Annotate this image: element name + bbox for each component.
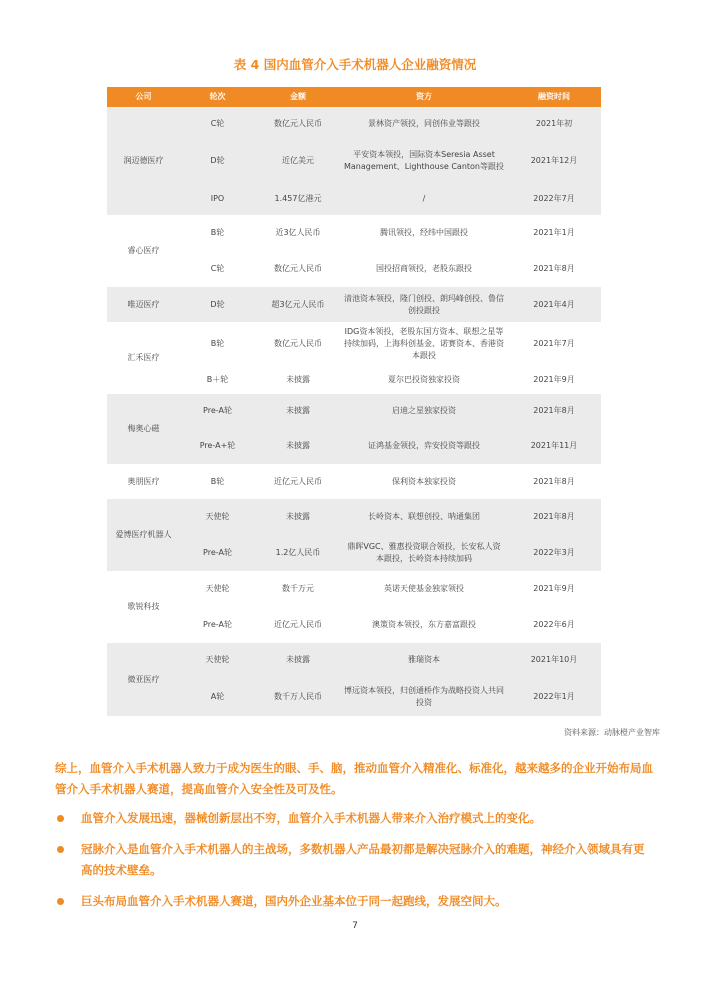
table-row (107, 107, 601, 140)
investor-cell: 夏尔巴投资独家投资 (341, 365, 507, 394)
company-cell: 歌锐科技 (107, 571, 180, 643)
investor-cell: 保利资本独家投资 (341, 464, 507, 499)
amount-cell: 未披露 (255, 394, 341, 428)
table-row (107, 464, 601, 499)
amount-cell: 未披露 (255, 365, 341, 394)
table-row (107, 394, 601, 428)
table-row (107, 607, 601, 643)
investor-cell: 博远资本领投，归创通桥作为战略投资人共同投资 (341, 677, 507, 716)
date-cell: 2021年初 (507, 107, 601, 140)
header-investor: 资方 (341, 87, 507, 107)
key-points-list (55, 808, 655, 922)
date-cell: 2022年3月 (507, 535, 601, 571)
company-cell: 爱博医疗机器人 (107, 499, 180, 571)
bullet-text: 冠脉介入是血管介入手术机器人的主战场，多数机器人产品最初都是解决冠脉介入的难题，神经介入领域具有更高的技术壁垒。 (81, 842, 645, 877)
investor-cell: 长岭资本、联想创投、呐通集团 (341, 499, 507, 535)
round-cell: 天使轮 (180, 643, 255, 677)
table-row (107, 287, 601, 322)
date-cell: 2022年7月 (507, 182, 601, 215)
company-cell: 润迈德医疗 (107, 107, 180, 215)
table-row (107, 215, 601, 251)
table-title: 表 4 国内血管介入手术机器人企业融资情况 (233, 57, 477, 72)
investor-cell: 清池资本领投，隆门创投、朗玛峰创投、鲁信创投跟投 (341, 287, 507, 322)
table-row (107, 251, 601, 287)
source-note: 资料来源：动脉橙产业智库 (564, 728, 660, 737)
bullet-dot-icon (57, 846, 64, 853)
amount-cell: 近3亿人民币 (255, 215, 341, 251)
investor-cell: 腾讯领投，经纬中国跟投 (341, 215, 507, 251)
table-row (107, 322, 601, 365)
round-cell: Pre-A轮 (180, 607, 255, 643)
table-header-row (107, 87, 601, 107)
table-row (107, 499, 601, 535)
date-cell: 2021年8月 (507, 464, 601, 499)
table-row (107, 571, 601, 607)
date-cell: 2021年8月 (507, 394, 601, 428)
bullet-item (55, 891, 655, 912)
round-cell: Pre-A轮 (180, 535, 255, 571)
bullet-dot-icon (57, 898, 64, 905)
bullet-text: 巨头布局血管介入手术机器人赛道，国内外企业基本位于同一起跑线，发展空间大。 (81, 894, 507, 908)
table-row (107, 365, 601, 394)
date-cell: 2021年12月 (507, 140, 601, 182)
header-amount: 金额 (255, 87, 341, 107)
date-cell: 2021年1月 (507, 215, 601, 251)
amount-cell: 1.2亿人民币 (255, 535, 341, 571)
amount-cell: 超3亿元人民币 (255, 287, 341, 322)
amount-cell: 数千万人民币 (255, 677, 341, 716)
company-cell: 梅奥心磁 (107, 394, 180, 464)
date-cell: 2022年1月 (507, 677, 601, 716)
amount-cell: 未披露 (255, 643, 341, 677)
header-round: 轮次 (180, 87, 255, 107)
date-cell: 2021年8月 (507, 251, 601, 287)
amount-cell: 未披露 (255, 428, 341, 464)
date-cell: 2021年4月 (507, 287, 601, 322)
investor-cell: / (341, 182, 507, 215)
investor-cell: 平安资本领投，国际资本Seresia Asset Management、Lighthouse Canton等跟投 (341, 140, 507, 182)
date-cell: 2021年9月 (507, 365, 601, 394)
date-cell: 2021年11月 (507, 428, 601, 464)
investor-cell: 景林资产领投，同创伟业等跟投 (341, 107, 507, 140)
table-row (107, 428, 601, 464)
bullet-item (55, 839, 655, 881)
table-row (107, 535, 601, 571)
investor-cell: 英诺天使基金独家领投 (341, 571, 507, 607)
amount-cell: 未披露 (255, 499, 341, 535)
amount-cell: 数亿元人民币 (255, 322, 341, 365)
round-cell: Pre-A+轮 (180, 428, 255, 464)
date-cell: 2022年6月 (507, 607, 601, 643)
investor-cell: 澳策资本领投，东方嘉富跟投 (341, 607, 507, 643)
header-date: 融资时间 (507, 87, 601, 107)
date-cell: 2021年7月 (507, 322, 601, 365)
date-cell: 2021年8月 (507, 499, 601, 535)
amount-cell: 数亿元人民币 (255, 107, 341, 140)
round-cell: B轮 (180, 215, 255, 251)
round-cell: C轮 (180, 107, 255, 140)
amount-cell: 近亿元人民币 (255, 464, 341, 499)
round-cell: IPO (180, 182, 255, 215)
page-number: 7 (352, 921, 358, 931)
company-cell: 汇禾医疗 (107, 322, 180, 394)
round-cell: B＋轮 (180, 365, 255, 394)
round-cell: D轮 (180, 287, 255, 322)
company-cell: 微亚医疗 (107, 643, 180, 716)
bullet-item (55, 808, 655, 829)
round-cell: C轮 (180, 251, 255, 287)
company-cell: 奥朋医疗 (107, 464, 180, 499)
amount-cell: 1.457亿港元 (255, 182, 341, 215)
table-row (107, 677, 601, 716)
amount-cell: 近亿元人民币 (255, 607, 341, 643)
table-row (107, 182, 601, 215)
investor-cell: 证鸿基金领投，弈安投资等跟投 (341, 428, 507, 464)
investor-cell: 雅瑞资本 (341, 643, 507, 677)
investor-cell: IDG资本领投，老股东国方资本、联想之星等持续加码，上海科创基金、诺赛资本、香港资本跟投 (341, 322, 507, 365)
company-cell: 唯迈医疗 (107, 287, 180, 322)
round-cell: B轮 (180, 464, 255, 499)
round-cell: 天使轮 (180, 499, 255, 535)
bullet-text: 血管介入发展迅速，器械创新层出不穷，血管介入手术机器人带来介入治疗模式上的变化。 (81, 811, 541, 825)
date-cell: 2021年10月 (507, 643, 601, 677)
amount-cell: 近亿美元 (255, 140, 341, 182)
investor-cell: 国投招商领投，老股东跟投 (341, 251, 507, 287)
header-company: 公司 (107, 87, 180, 107)
investor-cell: 鼎晖VGC、雅惠投资联合领投，长安私人资本跟投，长岭资本持续加码 (341, 535, 507, 571)
financing-table (107, 87, 601, 716)
round-cell: D轮 (180, 140, 255, 182)
round-cell: A轮 (180, 677, 255, 716)
summary-paragraph: 综上，血管介入手术机器人致力于成为医生的眼、手、脑，推动血管介入精准化、标准化，越来越多的企业开始布局血管介入手术机器人赛道，提高血管介入安全性及可及性。 (55, 761, 653, 796)
amount-cell: 数亿元人民币 (255, 251, 341, 287)
round-cell: 天使轮 (180, 571, 255, 607)
table-row (107, 643, 601, 677)
round-cell: Pre-A轮 (180, 394, 255, 428)
date-cell: 2021年9月 (507, 571, 601, 607)
amount-cell: 数千万元 (255, 571, 341, 607)
investor-cell: 启迪之星独家投资 (341, 394, 507, 428)
bullet-dot-icon (57, 815, 64, 822)
round-cell: B轮 (180, 322, 255, 365)
table-row (107, 140, 601, 182)
company-cell: 睿心医疗 (107, 215, 180, 287)
